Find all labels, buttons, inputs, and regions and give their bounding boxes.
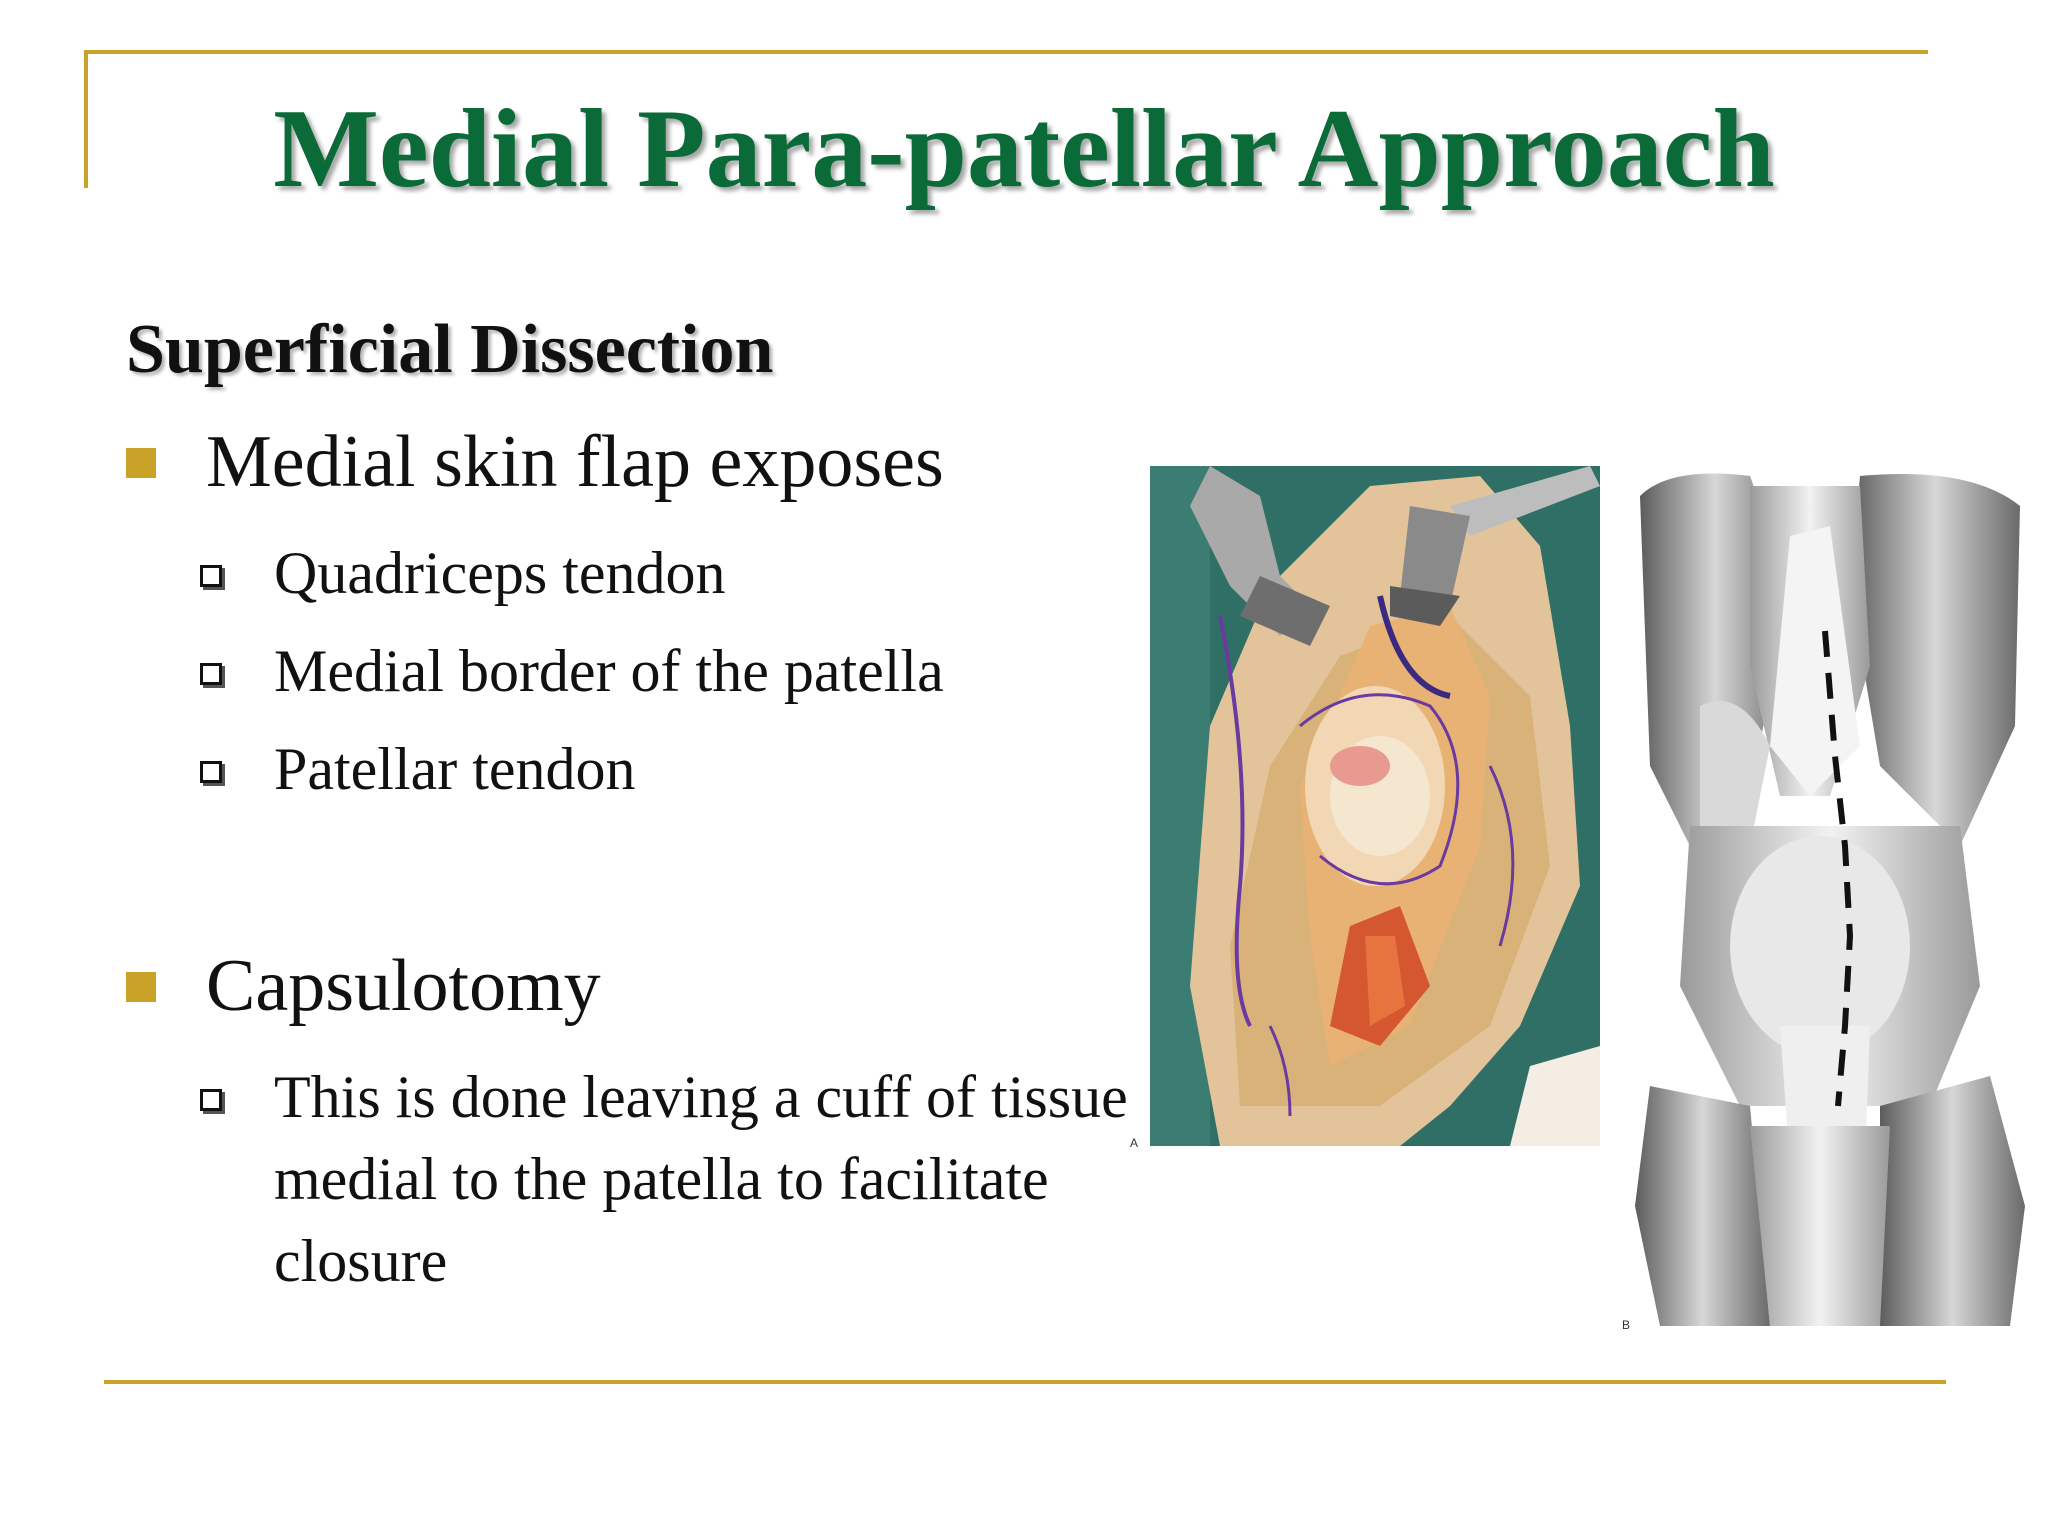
subitem-patellar-tendon bbox=[200, 728, 1134, 810]
subitem-label: Medial border of the patella bbox=[274, 638, 944, 704]
photo-label: A bbox=[1130, 1136, 1139, 1150]
bullet-label: Capsulotomy bbox=[206, 945, 601, 1027]
bullet-skin-flap bbox=[126, 420, 944, 505]
subitem-label: Patellar tendon bbox=[274, 736, 636, 802]
top-rule bbox=[84, 50, 1928, 54]
surgical-photo bbox=[1150, 466, 1600, 1146]
slide-title: Medial Para-patellar Approach bbox=[273, 87, 1775, 211]
section-heading: Superficial Dissection bbox=[126, 311, 774, 388]
bullet-capsulotomy bbox=[126, 944, 601, 1029]
knee-anatomy-drawing bbox=[1630, 466, 2030, 1336]
filled-square-icon bbox=[126, 448, 156, 478]
subitem-label: Quadriceps tendon bbox=[274, 540, 726, 606]
subitem-medial-border bbox=[200, 630, 1134, 712]
outlined-square-icon bbox=[200, 565, 222, 587]
subitem-quadriceps bbox=[200, 532, 1134, 614]
bottom-rule bbox=[104, 1380, 1946, 1384]
bullet-label: Medial skin flap exposes bbox=[206, 421, 944, 503]
filled-square-icon bbox=[126, 972, 156, 1002]
outlined-square-icon bbox=[200, 663, 222, 685]
drawing-label: B bbox=[1622, 1318, 1631, 1332]
outlined-square-icon bbox=[200, 761, 222, 783]
subitem-cuff bbox=[200, 1056, 1134, 1302]
outlined-square-icon bbox=[200, 1089, 222, 1111]
subitem-label: This is done leaving a cuff of tissue medial to the patella to facilitate closure bbox=[274, 1064, 1128, 1294]
